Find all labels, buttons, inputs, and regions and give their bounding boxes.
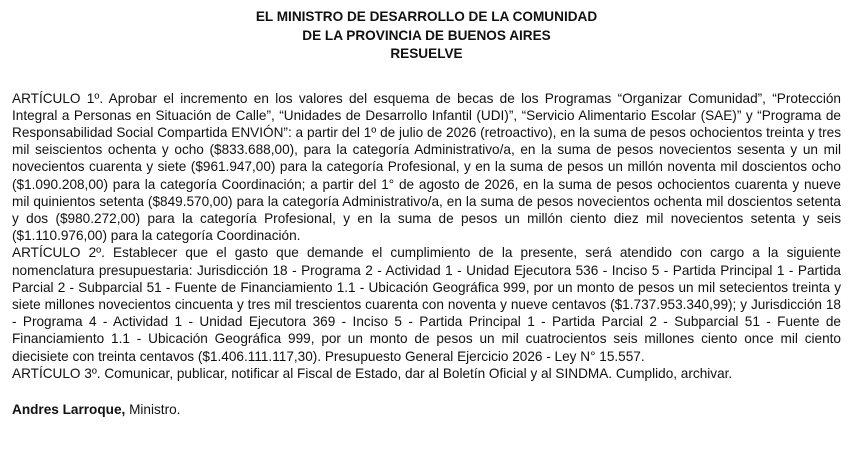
article-2: ARTÍCULO 2º. Establecer que el gasto que demande el cumplimiento de la presente, será atendido con cargo a la siguiente nomenclatura presupuestaria: Jurisdicción 18 - Programa 2 - Actividad 1 - Unidad Ejecutora 536 - Inciso 5 - Partida Principal 1 - Partida Parcial 2 - Subparcial 51 - Fuente de Financiamiento 1.1 - Ubicación Geográfica 999, por un monto de pesos un mil setecientos treinta y siete millones novecientos cincuenta y tres mil trescientos cuarenta con noventa y nueve centavos ($1.737.953.340,99); y Jurisdicción 18 - Programa 4 - Actividad 1 - Unidad Ejecutora 369 - Inciso 5 - Partida Principal 1 - Partida Parcial 2 - Subparcial 51 - Fuente de Financiamiento 1.1 - Ubicación Geográfica 999, por un monto de pesos un mil cuatrocientos seis millones ciento once mil ciento diecisiete con treinta centavos ($1.406.111.117,30). Presupuesto General Ejercicio 2026 - Ley N° 15.557. [12, 245, 841, 364]
signatory-title: Ministro. [125, 401, 181, 417]
article-1: ARTÍCULO 1º. Aprobar el incremento en los valores del esquema de becas de los Programas “Organizar Comunidad”, “Protección Integral a Personas en Situación de Calle”, “Unidades de Desarrollo Infantil (UDI)”, “Servicio Alimentario Escolar (SAE)” y “Programa de Responsabilidad Social Compartida ENVIÓN”: a partir del 1º de julio de 2026 (retroactivo), en la suma de pesos ochocientos treinta y tres mil seiscientos ochenta y ocho ($833.688,00), para la categoría Administrativo/a, en la suma de pesos novecientos sesenta y un mil novecientos cuarenta y siete ($961.947,00) para la categoría Profesional, y en la suma de pesos un millón noventa mil doscientos ocho ($1.090.208,00) para la categoría Coordinación; a partir del 1° de agosto de 2026, en la suma de pesos ochocientos cuarenta y nueve mil quinientos setenta ($849.570,00) para la categoría Administrativo/a, en la suma de pesos novecientos ochenta mil doscientos setenta y dos ($980.272,00) para la categoría Profesional, y en la suma de pesos un millón ciento diez mil novecientos setenta y seis ($1.110.976,00) para la categoría Coordinación. [12, 90, 841, 244]
resolution-body [12, 90, 841, 382]
signature-block [12, 401, 841, 418]
header-line-resolves: RESUELVE [390, 46, 463, 61]
document-header [12, 8, 841, 64]
header-line-province: DE LA PROVINCIA DE BUENOS AIRES [302, 27, 551, 43]
article-3: ARTÍCULO 3º. Comunicar, publicar, notificar al Fiscal de Estado, dar al Boletín Oficial y al SINDMA. Cumplido, archivar. [12, 365, 733, 381]
signatory-name: Andres Larroque, [12, 401, 126, 417]
header-line-minister: EL MINISTRO DE DESARROLLO DE LA COMUNIDAD [255, 9, 598, 24]
